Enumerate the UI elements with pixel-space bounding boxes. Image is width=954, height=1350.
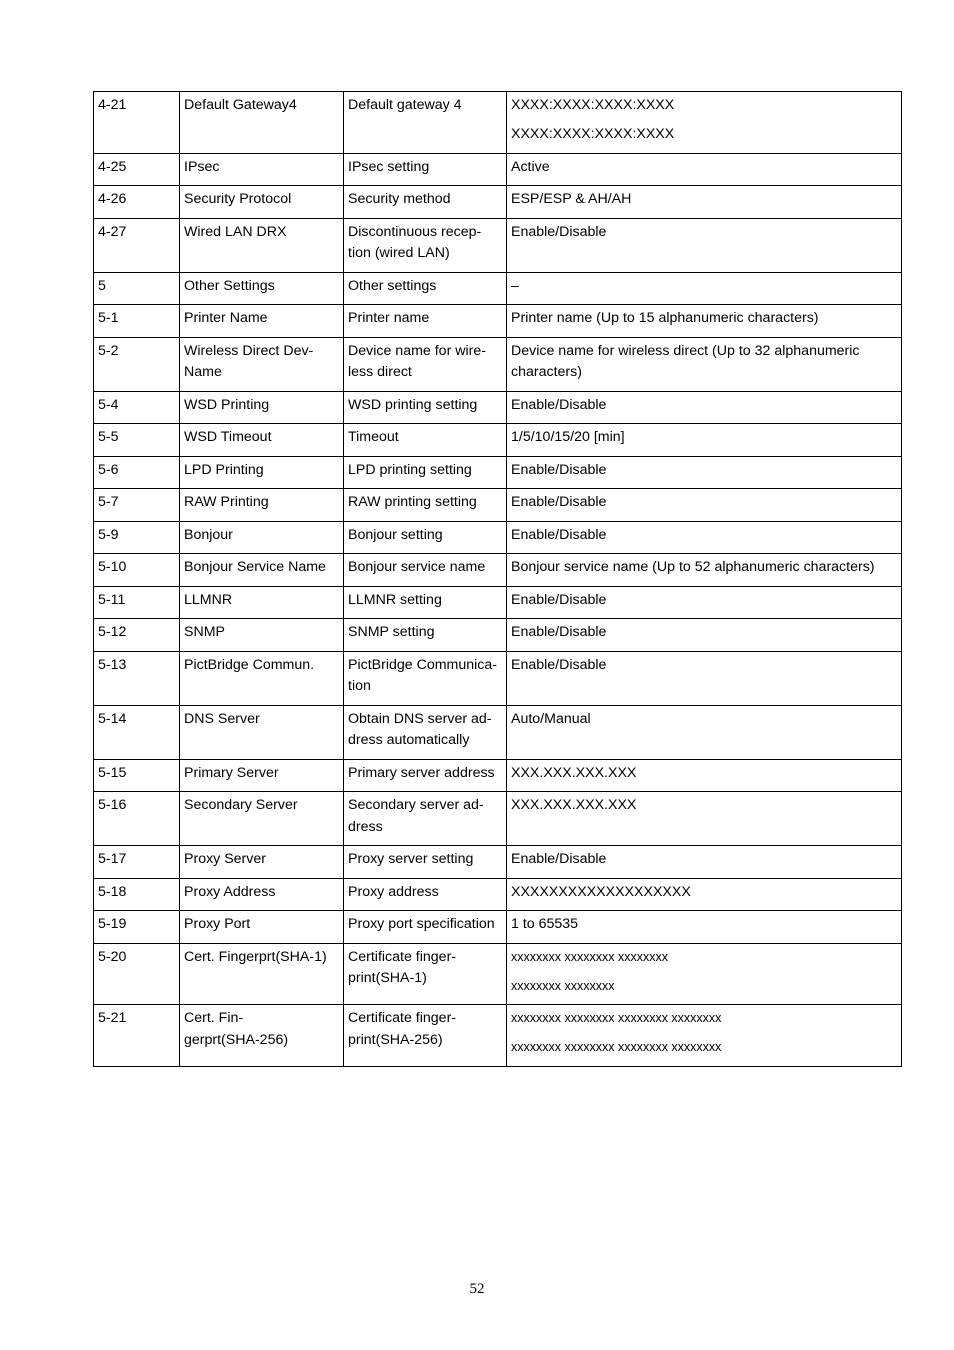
cell-text-line: SNMP <box>184 624 225 640</box>
page-number: 52 <box>469 1281 485 1297</box>
value-cell <box>507 272 902 305</box>
number-cell: 4-25 <box>94 153 180 186</box>
number-cell: 5-2 <box>94 337 180 391</box>
number-cell: 5-21 <box>94 1005 180 1067</box>
cell-text-line: Certificate finger- <box>348 1010 457 1026</box>
value-cell <box>507 619 902 652</box>
table-row <box>94 186 902 219</box>
number-cell: 5-16 <box>94 792 180 846</box>
cell-text-line: xxxxxxxx xxxxxxxx <box>511 978 615 993</box>
value-cell <box>507 878 902 911</box>
description-cell <box>344 878 507 911</box>
table-row <box>94 337 902 391</box>
cell-text-line: xxxxxxxx xxxxxxxx xxxxxxxx xxxxxxxx <box>511 1011 722 1025</box>
number-cell: 5-14 <box>94 705 180 759</box>
value-cell <box>507 792 902 846</box>
cell-text-line: Proxy Port <box>184 916 251 932</box>
cell-text-line: Default gateway 4 <box>348 97 462 113</box>
cell-text-line: Printer Name <box>184 310 268 326</box>
table-row <box>94 153 902 186</box>
table-row <box>94 759 902 792</box>
description-cell <box>344 586 507 619</box>
item-cell <box>180 846 344 879</box>
value-cell <box>507 705 902 759</box>
cell-text-line: – <box>511 277 519 294</box>
cell-text-line: Active <box>511 158 550 175</box>
cell-text-line: Other Settings <box>184 277 275 294</box>
cell-text-line: Cert. Fin- <box>184 1010 244 1026</box>
value-cell <box>507 424 902 457</box>
table-row <box>94 911 902 944</box>
value-cell <box>507 489 902 522</box>
cell-text-line: PictBridge Communica- <box>348 656 498 673</box>
cell-text-line: Cert. Fingerprt(SHA-1) <box>184 948 327 965</box>
table-row <box>94 878 902 911</box>
item-cell <box>180 272 344 305</box>
table-row <box>94 424 902 457</box>
item-cell <box>180 92 344 154</box>
cell-text-line: LLMNR <box>184 591 233 608</box>
table-row <box>94 521 902 554</box>
cell-text-line: less direct <box>348 364 412 380</box>
value-cell <box>507 846 902 879</box>
description-cell <box>344 489 507 522</box>
cell-text-line: Enable/Disable <box>511 624 607 640</box>
cell-text-line: Proxy address <box>348 883 439 900</box>
description-cell <box>344 456 507 489</box>
item-cell <box>180 305 344 338</box>
table-row <box>94 651 902 705</box>
table-row <box>94 792 902 846</box>
description-cell <box>344 1005 507 1067</box>
cell-text-line: ESP/ESP & AH/AH <box>511 191 632 207</box>
value-cell <box>507 521 902 554</box>
cell-text-line: XXX.XXX.XXX.XXX <box>511 764 637 781</box>
value-cell <box>507 456 902 489</box>
table-row <box>94 1005 902 1067</box>
number-cell: 5-17 <box>94 846 180 879</box>
cell-text-line: xxxxxxxx xxxxxxxx xxxxxxxx xxxxxxxx <box>511 1040 722 1054</box>
item-cell <box>180 456 344 489</box>
description-cell <box>344 911 507 944</box>
cell-text-line: XXX.XXX.XXX.XXX <box>511 797 637 813</box>
description-cell <box>344 218 507 272</box>
cell-text-line: gerprt(SHA-256) <box>184 1031 289 1048</box>
description-cell <box>344 792 507 846</box>
item-cell <box>180 586 344 619</box>
cell-text-line: Secondary Server <box>184 797 298 813</box>
table-row <box>94 619 902 652</box>
cell-text-line: Primary server address <box>348 764 495 781</box>
description-cell <box>344 554 507 587</box>
description-cell <box>344 705 507 759</box>
item-cell <box>180 911 344 944</box>
number-cell: 5-5 <box>94 424 180 457</box>
cell-text-line: Obtain DNS server ad- <box>348 710 492 727</box>
number-cell: 5-7 <box>94 489 180 522</box>
table-row <box>94 489 902 522</box>
table-row <box>94 586 902 619</box>
description-cell <box>344 272 507 305</box>
table-row <box>94 391 902 424</box>
settings-table <box>93 91 902 1067</box>
item-cell <box>180 153 344 186</box>
cell-text-line: Name <box>184 364 222 380</box>
cell-text-line: Bonjour Service Name <box>184 559 326 575</box>
table-row <box>94 305 902 338</box>
number-cell: 4-27 <box>94 218 180 272</box>
cell-text-line: Bonjour setting <box>348 526 443 543</box>
item-cell <box>180 651 344 705</box>
description-cell <box>344 619 507 652</box>
cell-text-line: Device name for wireless direct (Up to 32 alphanumeric <box>511 342 860 359</box>
cell-text-line: Enable/Disable <box>511 526 607 543</box>
cell-text-line: Enable/Disable <box>511 494 607 510</box>
cell-text-line: IPsec setting <box>348 158 430 175</box>
description-cell <box>344 521 507 554</box>
table-body <box>94 92 902 1067</box>
cell-text-line: RAW Printing <box>184 494 269 510</box>
value-cell <box>507 186 902 219</box>
description-cell <box>344 391 507 424</box>
number-cell: 4-26 <box>94 186 180 219</box>
number-cell: 5 <box>94 272 180 305</box>
description-cell <box>344 759 507 792</box>
cell-text-line: LPD printing setting <box>348 461 472 478</box>
item-cell <box>180 391 344 424</box>
number-cell: 5-10 <box>94 554 180 587</box>
item-cell <box>180 1005 344 1067</box>
cell-text-line: Security method <box>348 191 451 207</box>
cell-text-line: Timeout <box>348 429 399 445</box>
cell-text-line: tion <box>348 678 371 694</box>
cell-text-line: Proxy Address <box>184 883 276 900</box>
number-cell: 5-11 <box>94 586 180 619</box>
cell-text-line: Enable/Disable <box>511 656 607 673</box>
cell-text-line: Primary Server <box>184 764 279 781</box>
cell-text-line: XXXX:XXXX:XXXX:XXXX <box>511 97 675 113</box>
number-cell: 5-9 <box>94 521 180 554</box>
item-cell <box>180 878 344 911</box>
cell-text-line: LLMNR setting <box>348 591 442 608</box>
cell-text-line: Default Gateway4 <box>184 97 297 113</box>
cell-text-line: Enable/Disable <box>511 396 607 413</box>
description-cell <box>344 153 507 186</box>
item-cell <box>180 424 344 457</box>
cell-text-line: Security Protocol <box>184 191 292 207</box>
item-cell <box>180 759 344 792</box>
cell-text-line: print(SHA-1) <box>348 970 427 986</box>
value-cell <box>507 218 902 272</box>
value-cell <box>507 92 902 154</box>
cell-text-line: characters) <box>511 364 582 380</box>
description-cell <box>344 337 507 391</box>
number-cell: 5-4 <box>94 391 180 424</box>
value-cell <box>507 586 902 619</box>
table-row <box>94 705 902 759</box>
value-cell <box>507 337 902 391</box>
cell-text-line: Enable/Disable <box>511 223 607 240</box>
cell-text-line: Enable/Disable <box>511 851 607 867</box>
cell-text-line: Certificate finger- <box>348 948 457 965</box>
cell-text-line: Wireless Direct Dev- <box>184 342 314 359</box>
cell-text-line: Bonjour <box>184 526 233 543</box>
number-cell: 5-20 <box>94 943 180 1005</box>
cell-text-line: Enable/Disable <box>511 461 607 478</box>
item-cell <box>180 521 344 554</box>
item-cell <box>180 218 344 272</box>
table-row <box>94 846 902 879</box>
item-cell <box>180 489 344 522</box>
cell-text-line: Proxy Server <box>184 851 266 867</box>
cell-text-line: Printer name <box>348 310 430 326</box>
item-cell <box>180 619 344 652</box>
table-row <box>94 218 902 272</box>
item-cell <box>180 705 344 759</box>
table-row <box>94 554 902 587</box>
table-row <box>94 456 902 489</box>
item-cell <box>180 792 344 846</box>
cell-text-line: Printer name (Up to 15 alphanumeric characters) <box>511 310 819 326</box>
number-cell: 5-15 <box>94 759 180 792</box>
cell-text-line: tion (wired LAN) <box>348 245 450 261</box>
table-row <box>94 92 902 154</box>
item-cell <box>180 943 344 1005</box>
number-cell: 5-1 <box>94 305 180 338</box>
cell-text-line: SNMP setting <box>348 624 435 640</box>
table-row <box>94 943 902 1005</box>
cell-text-line: PictBridge Commun. <box>184 656 315 673</box>
cell-text-line: WSD Timeout <box>184 429 272 445</box>
cell-text-line: 1 to 65535 <box>511 916 579 932</box>
cell-text-line: Secondary server ad- <box>348 797 484 813</box>
cell-text-line: xxxxxxxx xxxxxxxx xxxxxxxx <box>511 949 668 964</box>
cell-text-line: dress automatically <box>348 732 470 748</box>
cell-text-line: RAW printing setting <box>348 494 477 510</box>
cell-text-line: XXXXXXXXXXXXXXXXXXX <box>511 883 691 900</box>
cell-text-line: print(SHA-256) <box>348 1031 443 1048</box>
item-cell <box>180 337 344 391</box>
number-cell: 5-19 <box>94 911 180 944</box>
value-cell <box>507 759 902 792</box>
number-cell: 5-13 <box>94 651 180 705</box>
item-cell <box>180 554 344 587</box>
description-cell <box>344 651 507 705</box>
cell-text-line: Discontinuous recep- <box>348 223 482 240</box>
cell-text-line: Auto/Manual <box>511 710 591 727</box>
cell-text-line: Bonjour service name (Up to 52 alphanumeric characters) <box>511 559 875 575</box>
cell-text-line: WSD printing setting <box>348 396 478 413</box>
cell-text-line: IPsec <box>184 158 220 175</box>
cell-text-line: Proxy port specification <box>348 916 495 932</box>
value-cell <box>507 305 902 338</box>
cell-text-line: LPD Printing <box>184 461 264 478</box>
value-cell <box>507 554 902 587</box>
cell-text-line: DNS Server <box>184 710 260 727</box>
description-cell <box>344 943 507 1005</box>
description-cell <box>344 424 507 457</box>
cell-text-line: dress <box>348 818 383 835</box>
description-cell <box>344 305 507 338</box>
cell-text-line: XXXX:XXXX:XXXX:XXXX <box>511 126 675 142</box>
cell-text-line: Enable/Disable <box>511 591 607 608</box>
number-cell: 5-18 <box>94 878 180 911</box>
table-row <box>94 272 902 305</box>
description-cell <box>344 846 507 879</box>
cell-text-line: 1/5/10/15/20 [min] <box>511 429 625 445</box>
value-cell <box>507 391 902 424</box>
value-cell <box>507 651 902 705</box>
value-cell <box>507 911 902 944</box>
number-cell: 5-6 <box>94 456 180 489</box>
description-cell <box>344 92 507 154</box>
cell-text-line: WSD Printing <box>184 396 270 413</box>
number-cell: 5-12 <box>94 619 180 652</box>
cell-text-line: Device name for wire- <box>348 342 486 359</box>
cell-text-line: Other settings <box>348 277 437 294</box>
value-cell <box>507 943 902 1005</box>
value-cell <box>507 153 902 186</box>
number-cell: 4-21 <box>94 92 180 154</box>
cell-text-line: Proxy server setting <box>348 851 474 867</box>
description-cell <box>344 186 507 219</box>
cell-text-line: Bonjour service name <box>348 559 486 575</box>
item-cell <box>180 186 344 219</box>
cell-text-line: Wired LAN DRX <box>184 223 287 240</box>
value-cell <box>507 1005 902 1067</box>
